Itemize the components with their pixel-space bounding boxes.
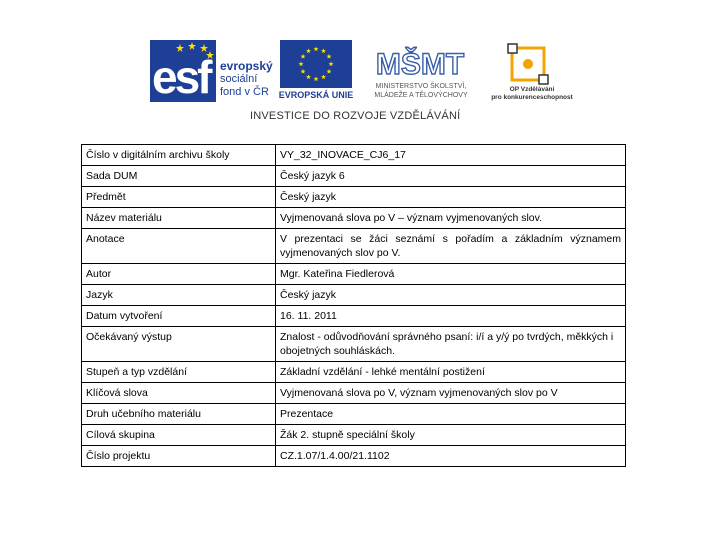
row-value: Základní vzdělání - lehké mentální postižení xyxy=(276,362,626,383)
esf-line-3: fond v ČR xyxy=(220,86,269,98)
esf-logo-text xyxy=(220,60,273,99)
eu-star xyxy=(321,48,326,53)
row-value: Český jazyk xyxy=(276,285,626,306)
row-label: Datum vytvoření xyxy=(82,306,276,327)
eu-star xyxy=(301,69,306,74)
table-row xyxy=(82,229,626,264)
row-value: Vyjmenovaná slova po V, význam vyjmenovaných slov po V xyxy=(276,383,626,404)
table-row xyxy=(82,362,626,383)
row-value: V prezentaci se žáci seznámí s pořadím a základním významem vyjmenovaných slov po V. xyxy=(276,229,626,264)
eu-star xyxy=(301,54,306,59)
row-value: Prezentace xyxy=(276,404,626,425)
esf-line-2: sociální xyxy=(220,73,258,85)
row-label: Číslo v digitálním archivu školy xyxy=(82,145,276,166)
row-label: Druh učebního materiálu xyxy=(82,404,276,425)
eu-star xyxy=(314,46,319,51)
eu-star xyxy=(327,69,332,74)
op-logo xyxy=(490,38,574,102)
msmt-line-1: MINISTERSTVO ŠKOLSTVÍ, xyxy=(375,83,467,90)
table-row xyxy=(82,306,626,327)
row-value: Český jazyk 6 xyxy=(276,166,626,187)
eu-star xyxy=(314,76,319,81)
op-line-1: OP Vzdělávání xyxy=(509,86,555,93)
eu-star xyxy=(306,74,311,79)
table-row xyxy=(82,383,626,404)
row-value: Žák 2. stupně speciální školy xyxy=(276,425,626,446)
row-label: Autor xyxy=(82,264,276,285)
op-line-2: pro konkurenceschopnost xyxy=(491,94,573,101)
row-label: Stupeň a typ vzdělání xyxy=(82,362,276,383)
row-value: Vyjmenovaná slova po V – význam vyjmenovaných slov. xyxy=(276,208,626,229)
eu-star xyxy=(306,48,311,53)
esf-logo xyxy=(150,40,275,102)
op-logo-text xyxy=(490,86,574,102)
row-value: 16. 11. 2011 xyxy=(276,306,626,327)
row-value: Znalost - odůvodňování správného psaní: i/í a y/ý po tvrdých, měkkých i obojetných souhláskách. xyxy=(276,327,626,362)
row-label: Anotace xyxy=(82,229,276,264)
esf-line-1: evropský xyxy=(220,59,273,73)
msmt-line-2: MLÁDEŽE A TĚLOVÝCHOVY xyxy=(374,92,468,99)
esf-logo-mark xyxy=(150,40,216,102)
eu-logo xyxy=(278,40,354,102)
esf-logo-letters: esf xyxy=(152,51,210,103)
msmt-mark-letters: MŠMT xyxy=(375,48,465,81)
row-label: Očekávaný výstup xyxy=(82,327,276,362)
table-row xyxy=(82,425,626,446)
tagline: INVESTICE DO ROZVOJE VZDĚLÁVÁNÍ xyxy=(250,110,461,122)
row-value: Český jazyk xyxy=(276,187,626,208)
eu-flag-icon xyxy=(280,40,352,88)
row-label: Název materiálu xyxy=(82,208,276,229)
row-value: VY_32_INOVACE_CJ6_17 xyxy=(276,145,626,166)
row-value: Mgr. Kateřina Fiedlerová xyxy=(276,264,626,285)
table-row xyxy=(82,285,626,306)
eu-star xyxy=(321,74,326,79)
row-label: Předmět xyxy=(82,187,276,208)
msmt-mark-icon xyxy=(375,38,465,81)
table-row xyxy=(82,145,626,166)
eu-star xyxy=(327,54,332,59)
row-value: CZ.1.07/1.4.00/21.1102 xyxy=(276,446,626,467)
metadata-table xyxy=(81,144,626,467)
msmt-logo-text xyxy=(360,82,482,100)
table-row xyxy=(82,187,626,208)
row-label: Číslo projektu xyxy=(82,446,276,467)
row-label: Jazyk xyxy=(82,285,276,306)
table-row xyxy=(82,327,626,362)
msmt-logo xyxy=(360,38,482,102)
table-row xyxy=(82,264,626,285)
table-row xyxy=(82,166,626,187)
eu-logo-label: EVROPSKÁ UNIE xyxy=(278,90,354,100)
table-row xyxy=(82,446,626,467)
table-row xyxy=(82,208,626,229)
op-mark-icon xyxy=(506,42,550,86)
eu-star xyxy=(329,61,334,66)
header-logos xyxy=(0,0,720,130)
row-label: Cílová skupina xyxy=(82,425,276,446)
row-label: Klíčová slova xyxy=(82,383,276,404)
eu-stars-icon xyxy=(280,40,352,88)
table-row xyxy=(82,404,626,425)
eu-star xyxy=(299,61,304,66)
row-label: Sada DUM xyxy=(82,166,276,187)
